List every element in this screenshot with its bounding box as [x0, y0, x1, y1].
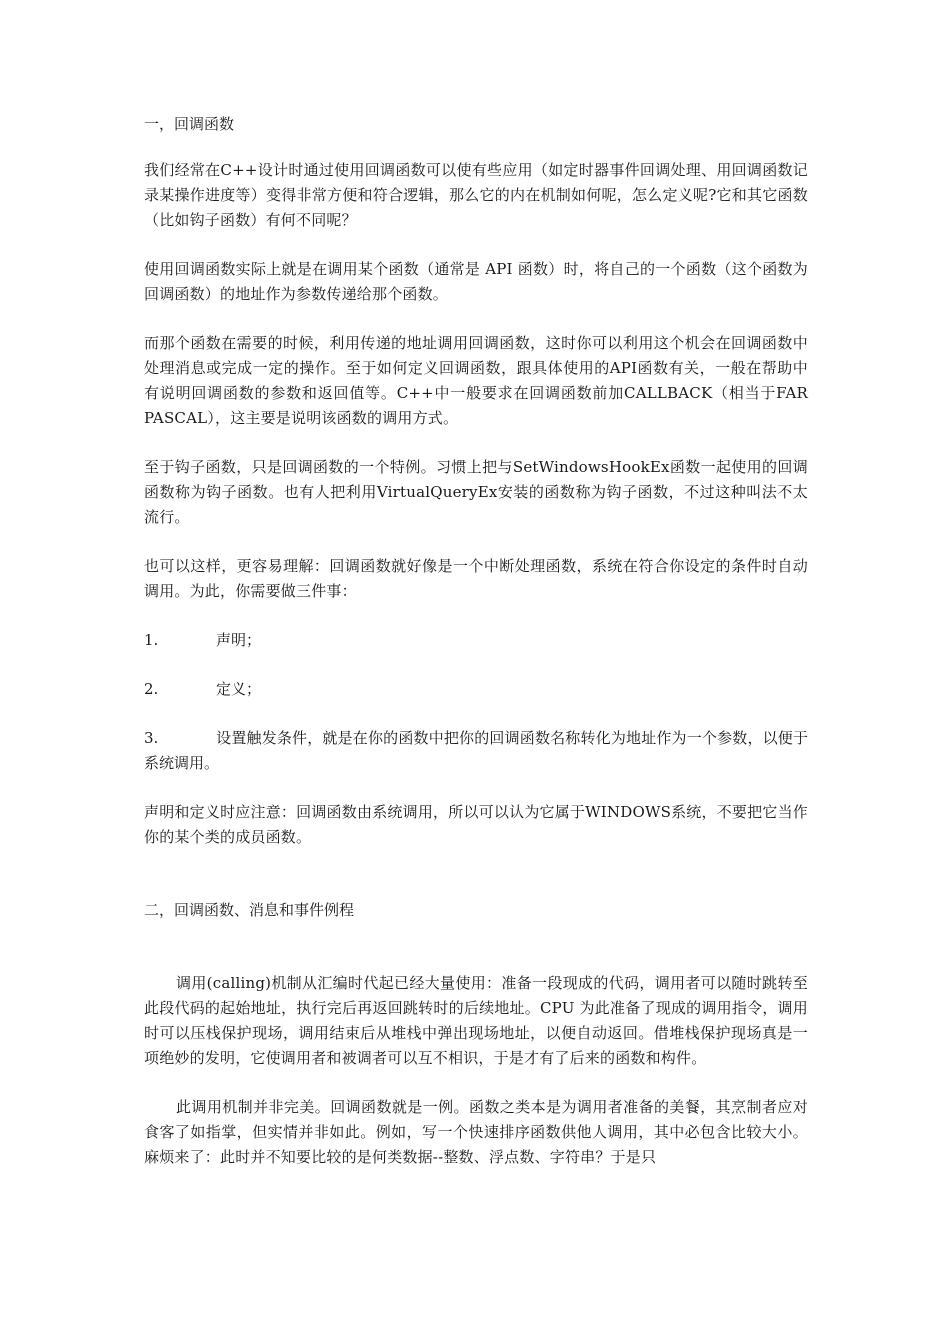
list-item	[144, 726, 808, 776]
section1-paragraph-1: 我们经常在C++设计时通过使用回调函数可以使有些应用（如定时器事件回调处理、用回调函数记录某操作进度等）变得非常方便和符合逻辑，那么它的内在机制如何呢，怎么定义呢?它和其它函数（比如钩子函数）有何不同呢？	[144, 161, 808, 229]
list-item-text: 设置触发条件，就是在你的函数中把你的回调函数名称转化为地址作为一个参数，以便于系统调用。	[144, 729, 808, 772]
section2-paragraph-1: 调用(calling)机制从汇编时代起已经大量使用：准备一段现成的代码，调用者可以随时跳转至此段代码的起始地址，执行完后再返回跳转时的后续地址。CPU 为此准备了现成的调用指令，调用时可以压栈保护现场，调用结束后从堆栈中弹出现场地址，以便自动返回。借堆栈保护现场真是一项绝妙的发明，它使调用者和被调者可以互不相识，于是才有了后来的函数和构件。	[144, 974, 808, 1067]
section1-paragraph-6: 声明和定义时应注意：回调函数由系统调用，所以可以认为它属于WINDOWS系统，不要把它当作你的某个类的成员函数。	[144, 803, 808, 846]
list-item	[144, 628, 808, 653]
section2-heading: 二，回调函数、消息和事件例程	[144, 901, 355, 919]
list-item-number: 3.	[144, 729, 159, 747]
section1-paragraph-3: 而那个函数在需要的时候，利用传递的地址调用回调函数，这时你可以利用这个机会在回调函数中处理消息或完成一定的操作。至于如何定义回调函数，跟具体使用的API函数有关，一般在帮助中有说明回调函数的参数和返回值等。C++中一般要求在回调函数前加CALLBACK（相当于FAR PASCAL），这主要是说明该函数的调用方式。	[144, 334, 808, 427]
section1-paragraph-4: 至于钩子函数，只是回调函数的一个特例。习惯上把与SetWindowsHookEx函数一起使用的回调函数称为钩子函数。也有人把利用VirtualQueryEx安装的函数称为钩子函数，不过这种叫法不太流行。	[144, 458, 808, 526]
section1-paragraph-5: 也可以这样，更容易理解：回调函数就好像是一个中断处理函数，系统在符合你设定的条件时自动调用。为此，你需要做三件事：	[144, 557, 808, 600]
list-item-number: 2.	[144, 680, 159, 698]
section1-heading: 一，回调函数	[144, 115, 235, 133]
list-item	[144, 677, 808, 702]
list-item-number: 1.	[144, 631, 159, 649]
document-page	[144, 112, 808, 1170]
list-item-text: 声明；	[216, 631, 262, 649]
list-item-text: 定义；	[216, 680, 262, 698]
section2-paragraph-2: 此调用机制并非完美。回调函数就是一例。函数之类本是为调用者准备的美餐，其烹制者应对食客了如指掌，但实情并非如此。例如，写一个快速排序函数供他人调用，其中必包含比较大小。麻烦来了：此时并不知要比较的是何类数据--整数、浮点数、字符串？于是只	[144, 1098, 808, 1166]
section1-paragraph-2: 使用回调函数实际上就是在调用某个函数（通常是 API 函数）时，将自己的一个函数（这个函数为回调函数）的地址作为参数传递给那个函数。	[144, 260, 808, 303]
